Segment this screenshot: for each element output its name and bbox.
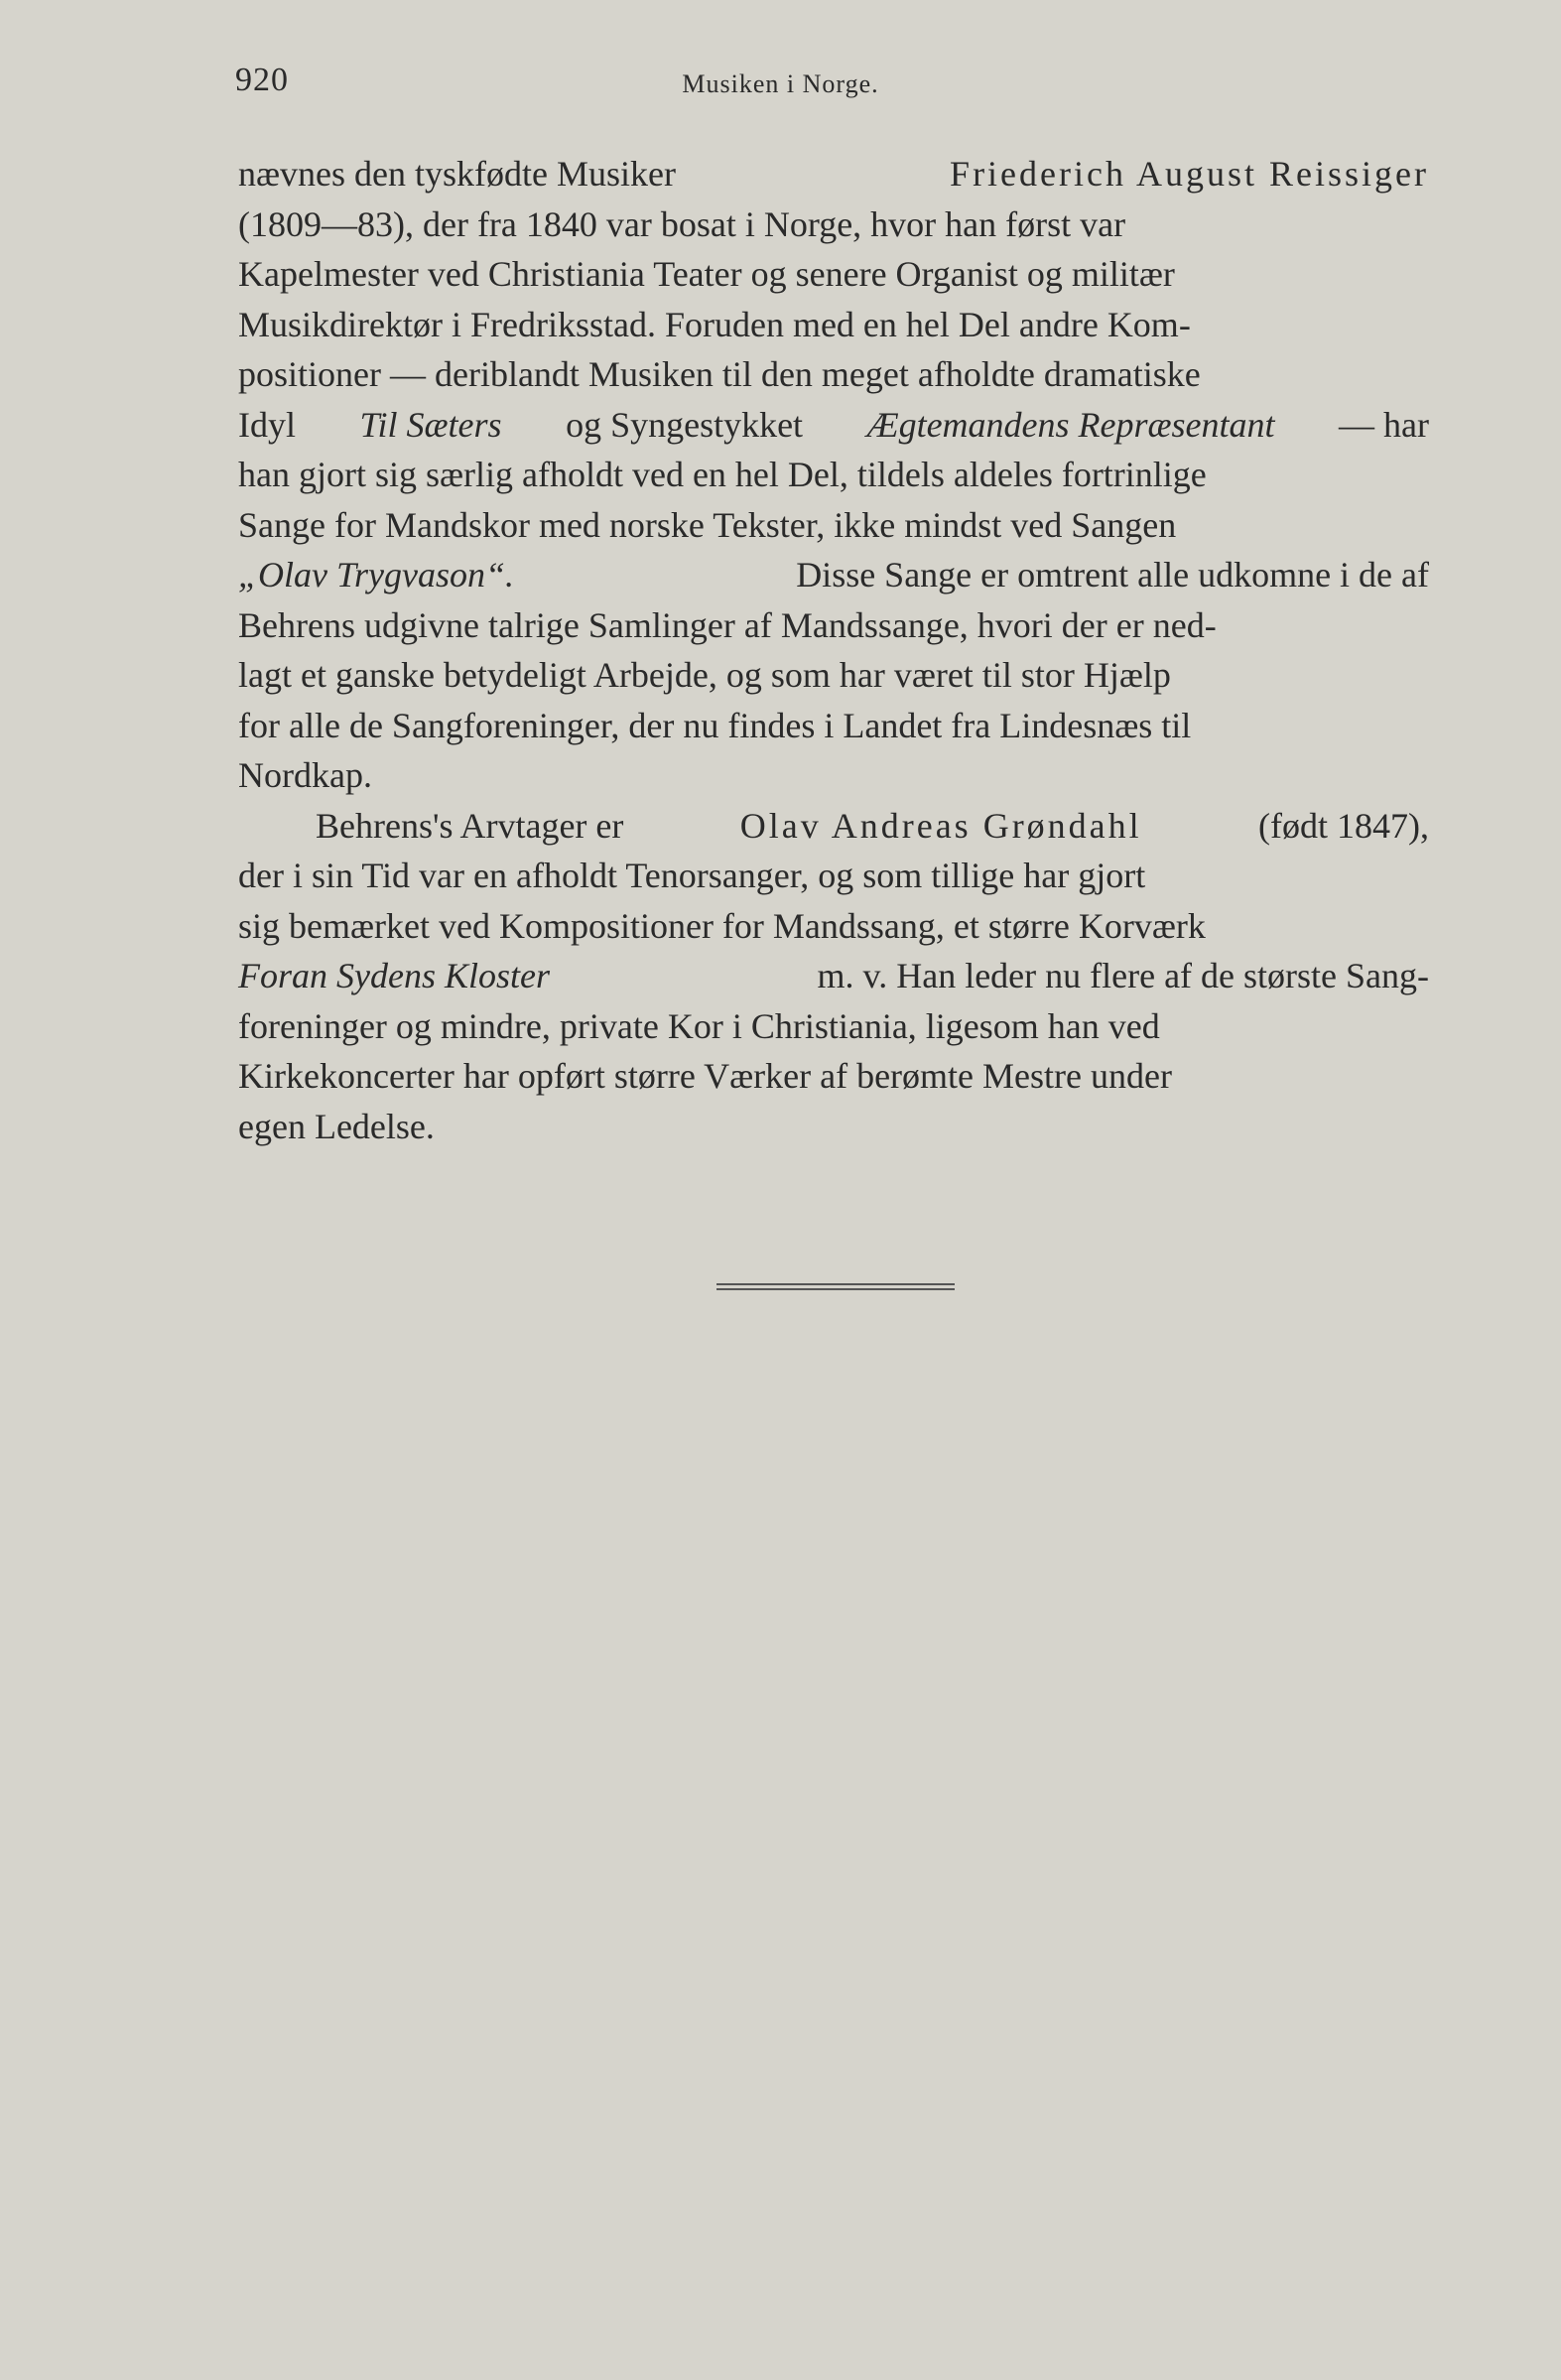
text-line: egen Ledelse. [238,1106,435,1146]
text-line: Behrens udgivne talrige Samlinger af Mandssange, hvori der er ned- [238,604,1217,645]
text-line: Sange for Mandskor med norske Tekster, ikke mindst ved Sangen [238,504,1177,545]
section-divider [716,1283,955,1290]
text-line: Nordkap. [238,755,372,795]
text-line [238,951,1429,1001]
work-title: Foran Sydens Kloster [238,956,550,995]
text-segment: (født 1847), [1258,805,1429,846]
work-title: Til Sæters [359,404,502,445]
text-line: sig bemærket ved Kompositioner for Mandssang, et større Korværk [238,905,1206,946]
text-line: han gjort sig særlig afholdt ved en hel Del, tildels aldeles fortrinlige [238,455,1207,494]
text-segment: Idyl [238,404,296,445]
text-line [238,400,1429,451]
text-segment: m. v. Han leder nu flere af de største Sang- [817,956,1429,995]
running-head: Musiken i Norge. [682,69,879,98]
paragraph-1 [238,149,1429,801]
text-line: Kirkekoncerter har opført større Værker af berømte Mestre under [238,1056,1172,1096]
text-line: der i sin Tid var en afholdt Tenorsanger, og som tillige har gjort [238,856,1146,895]
page-number: 920 [235,62,289,98]
work-title: „Olav Trygvason“. [238,555,515,595]
text-segment: — har [1339,404,1429,445]
text-line [238,149,1429,199]
text-line [238,801,1429,852]
text-line: lagt et ganske betydeligt Arbejde, og som har været til stor Hjælp [238,655,1171,695]
person-name: Friederich August Reissiger [950,154,1429,194]
text-segment: og Syngestykket [566,404,804,445]
text-line: foreninger og mindre, private Kor i Christiania, ligesom han ved [238,1005,1160,1046]
text-segment: Disse Sange er omtrent alle udkomne i de af [796,555,1429,595]
person-name: Olav Andreas Grøndahl [739,805,1142,846]
body-text [238,149,1429,1151]
text-line: Kapelmester ved Christiania Teater og senere Organist og militær [238,254,1175,294]
text-line [238,550,1429,600]
text-line: (1809—83), der fra 1840 var bosat i Norge, hvor han først var [238,203,1126,244]
divider-line [716,1288,955,1290]
text-segment: Behrens's Arvtager er [316,805,624,846]
work-title: Ægtemandens Repræsentant [866,404,1275,445]
text-line: for alle de Sangforeninger, der nu findes i Landet fra Lindesnæs til [238,705,1192,745]
paragraph-2 [238,801,1429,1152]
text-line: Musikdirektør i Fredriksstad. Foruden med en hel Del andre Kom- [238,304,1191,344]
text-segment: nævnes den tyskfødte Musiker [238,154,676,194]
divider-line [716,1283,955,1285]
text-line: positioner — deriblandt Musiken til den meget afholdte dramatiske [238,354,1201,394]
